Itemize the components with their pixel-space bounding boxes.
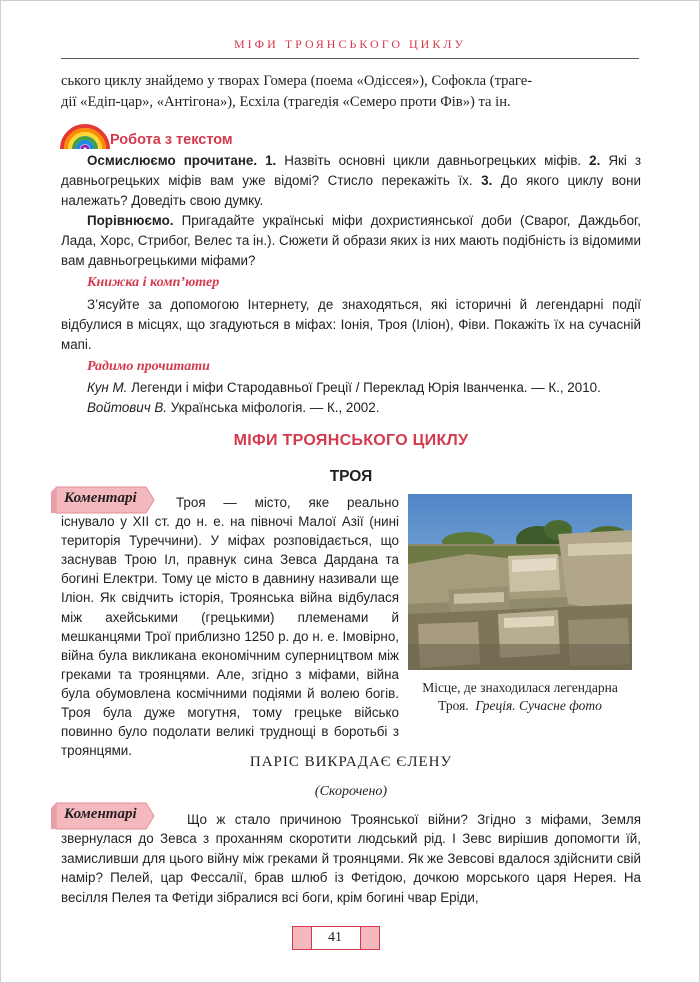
question-2-text: Які з давньогрецьких міфів вам уже відомі? Стисло перекажіть їх. bbox=[61, 153, 641, 188]
troy-heading: ТРОЯ bbox=[329, 468, 373, 485]
question-1-text: Назвіть основні цикли давньогрецьких міфів. bbox=[276, 153, 590, 168]
reading-item-1-author: Кун М. bbox=[87, 380, 128, 395]
work-section-title: Робота з текстом bbox=[110, 132, 233, 148]
paris-paragraph bbox=[61, 810, 641, 907]
paris-text: Що ж стало причиною Троянської війни? Згідно з міфами, Земля звернулася до Зевса з проханням скоротити людський рід. І Зевс вирішив допомогти їй, замисливши для цього війну між греками й троянцями. Як же Зевсові вдалося здійснити свій намір? Пелей, цар Фессалії, брав шлюб із Фетідою, дочкою морського царя Нерея. На весілля Пелея та Фетіди зібралися всі боги, крім богині чвар Еріди, bbox=[61, 812, 641, 905]
compare-paragraph bbox=[61, 211, 641, 271]
header-rule bbox=[61, 58, 639, 59]
question-3-text: До якого циклу вони належать? Доведіть свою думку. bbox=[61, 173, 641, 208]
page-number-box bbox=[292, 926, 382, 950]
photo-caption-line-2 bbox=[408, 697, 632, 715]
rainbow-icon bbox=[59, 121, 111, 151]
photo-caption-line-1: Місце, де знаходилася легендарна bbox=[422, 680, 618, 695]
photo-caption-place: Троя. bbox=[438, 698, 469, 713]
troy-paragraph bbox=[61, 493, 399, 760]
running-header: МІФИ ТРОЯНСЬКОГО ЦИКЛУ bbox=[234, 37, 466, 51]
book-computer-text: З’ясуйте за допомогою Інтернету, де знаходяться, які історичні й легендарні події відбулися в місцях, що згадуються в міфах: Іонія, Троя (Іліон), Фіви. Покажіть їх на сучасній мапі. bbox=[61, 297, 641, 352]
reading-item-1-text: Легенди і міфи Стародавньої Греції / Переклад Юрія Іванченка. — К., 2010. bbox=[127, 380, 601, 395]
intro-paragraph bbox=[61, 71, 641, 113]
photo-caption bbox=[408, 679, 632, 715]
questions-paragraph bbox=[61, 151, 641, 211]
compare-label: Порівнюємо. bbox=[87, 213, 174, 228]
paris-subtitle: (Скорочено) bbox=[314, 784, 388, 799]
section-title: МІФИ ТРОЯНСЬКОГО ЦИКЛУ bbox=[233, 432, 469, 449]
question-1-number: 1. bbox=[265, 153, 277, 168]
book-computer-title: Книжка і комп’ютер bbox=[87, 275, 220, 290]
reading-item-2-text: Українська міфологія. — К., 2002. bbox=[167, 400, 380, 415]
questions-label: Осмислюємо прочитане. bbox=[87, 153, 258, 168]
paris-title: ПАРІС ВИКРАДАЄ ЄЛЕНУ bbox=[249, 754, 453, 770]
page-tab-left bbox=[292, 926, 312, 950]
reading-item-1 bbox=[87, 378, 643, 398]
comment-tag-paris-label: Коментарі bbox=[64, 806, 137, 822]
compare-text: Пригадайте українські міфи дохристиянської доби (Сварог, Даждьбог, Лада, Хорс, Стрибог, Велес та ін.). Сюжети й образи яких із них мають подібність із відомими вам давньогрецькими міфами? bbox=[61, 213, 641, 268]
troy-ruins-photo bbox=[408, 494, 632, 670]
reading-item-2-author: Войтович В. bbox=[87, 400, 168, 415]
photo-caption-note: Греція. Сучасне фото bbox=[475, 698, 602, 713]
reading-item-2 bbox=[87, 398, 643, 418]
comment-tag-troy-label: Коментарі bbox=[64, 490, 137, 506]
intro-line-1: ського циклу знайдемо у творах Гомера (поема «Одіссея»), Софокла (траге- bbox=[61, 73, 533, 89]
page-tab-right bbox=[360, 926, 380, 950]
intro-line-2: дії «Едіп-цар», «Антігона»), Есхіла (трагедія «Семеро проти Фів») та ін. bbox=[61, 94, 511, 110]
reading-list bbox=[87, 378, 643, 418]
question-2-number: 2. bbox=[589, 153, 601, 168]
reading-title: Радимо прочитати bbox=[87, 359, 210, 374]
troy-text: Троя — місто, яке реально існувало у XII ст. до н. е. на півночі Малої Азії (нині територія Туреччини). У міфах розповідається, що заснував Трою Іл, правнук сина Зевса Дардана та богині Електри. Тому це місто в давнину називали ще Іліон. Як свідчить історія, Троянська війна відбулася між ахейськими (грецькими) племенами й мешканцями Трої приблизно 1250 р. до н. е. Імовірно, війна була викликана економічним суперництвом між греками та троянцями. Але, згідно з міфами, війна була обумовлена космічними подіями й волею богів. Троя була дуже могутня, тому грецьке військо повинно було подолати великі труднощі в боротьбі з троянцями. bbox=[61, 495, 399, 759]
question-3-number: 3. bbox=[481, 173, 493, 188]
page-number: 41 bbox=[310, 926, 360, 950]
